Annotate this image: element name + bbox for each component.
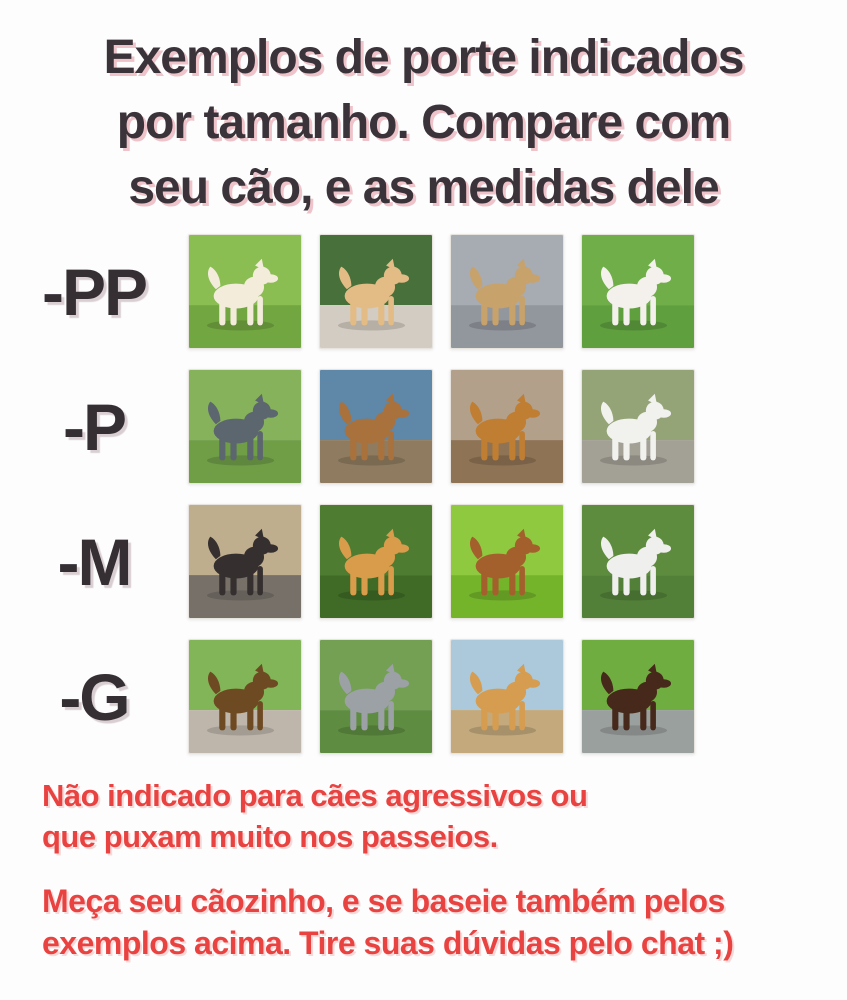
dog-silhouette-icon (451, 235, 563, 348)
dog-photo-fox-terrier-grass (581, 234, 695, 349)
dog-silhouette-icon (320, 235, 432, 348)
photo-strip (188, 639, 695, 754)
title-line-1: Exemplos de porte indicados (103, 31, 744, 84)
size-label-pp: -PP (41, 254, 147, 329)
dog-silhouette-icon (189, 640, 301, 753)
dog-photo-golden-retriever-coast (450, 639, 564, 754)
dog-photo-blue-heeler-grass (188, 369, 302, 484)
size-row-pp (0, 234, 847, 349)
photo-strip (188, 504, 695, 619)
warning-note-line-1: Não indicado para cães agressivos ou (42, 778, 588, 814)
size-row-g (0, 639, 847, 754)
dog-silhouette-icon (582, 235, 694, 348)
size-row-p (0, 369, 847, 484)
dog-photo-boxer-lawn (450, 504, 564, 619)
dog-photo-pug-pavers (450, 234, 564, 349)
dog-silhouette-icon (320, 370, 432, 483)
photo-strip (188, 369, 695, 484)
dog-silhouette-icon (582, 370, 694, 483)
size-rows (0, 234, 847, 754)
warning-note-line-2: que puxam muito nos passeios. (42, 818, 498, 854)
dog-photo-cocker-spaniel-deck (450, 369, 564, 484)
dog-silhouette-icon (451, 640, 563, 753)
dog-photo-dalmatian-grass (581, 504, 695, 619)
dog-silhouette-icon (582, 505, 694, 618)
photo-strip (188, 234, 695, 349)
dog-silhouette-icon (582, 640, 694, 753)
dog-photo-alaskan-malamute-lawn (319, 639, 433, 754)
dog-photo-bull-terrier-path (581, 369, 695, 484)
measure-note-line-1: Meça seu cãozinho, e se baseie também pelos (42, 882, 725, 919)
dog-silhouette-icon (189, 370, 301, 483)
dog-photo-beagle-mountain-rock (319, 369, 433, 484)
title-line-3: seu cão, e as medidas dele (128, 160, 719, 214)
warning-note (42, 776, 827, 857)
dog-silhouette-icon (451, 370, 563, 483)
dog-silhouette-icon (451, 505, 563, 618)
measure-note-line-2: exemplos acima. Tire suas dúvidas pelo chat ;) (42, 924, 734, 961)
measure-note (42, 881, 827, 964)
notes-section (0, 776, 847, 964)
dog-photo-chow-chow-grass (319, 504, 433, 619)
size-label-m: -M (57, 524, 131, 599)
dog-photo-german-shepherd-road (188, 639, 302, 754)
dog-photo-border-collie-shed (188, 504, 302, 619)
dog-photo-shih-tzu-pavement (319, 234, 433, 349)
dog-photo-chocolate-labrador (581, 639, 695, 754)
dog-silhouette-icon (320, 505, 432, 618)
title-line-2: por tamanho. Compare com (116, 95, 731, 149)
dog-silhouette-icon (189, 505, 301, 618)
size-label-p: -P (63, 389, 125, 464)
size-row-m (0, 504, 847, 619)
page-title (8, 26, 839, 220)
dog-silhouette-icon (189, 235, 301, 348)
dog-photo-shih-tzu-lying-grass (188, 234, 302, 349)
size-label-g: -G (59, 659, 129, 734)
dog-silhouette-icon (320, 640, 432, 753)
